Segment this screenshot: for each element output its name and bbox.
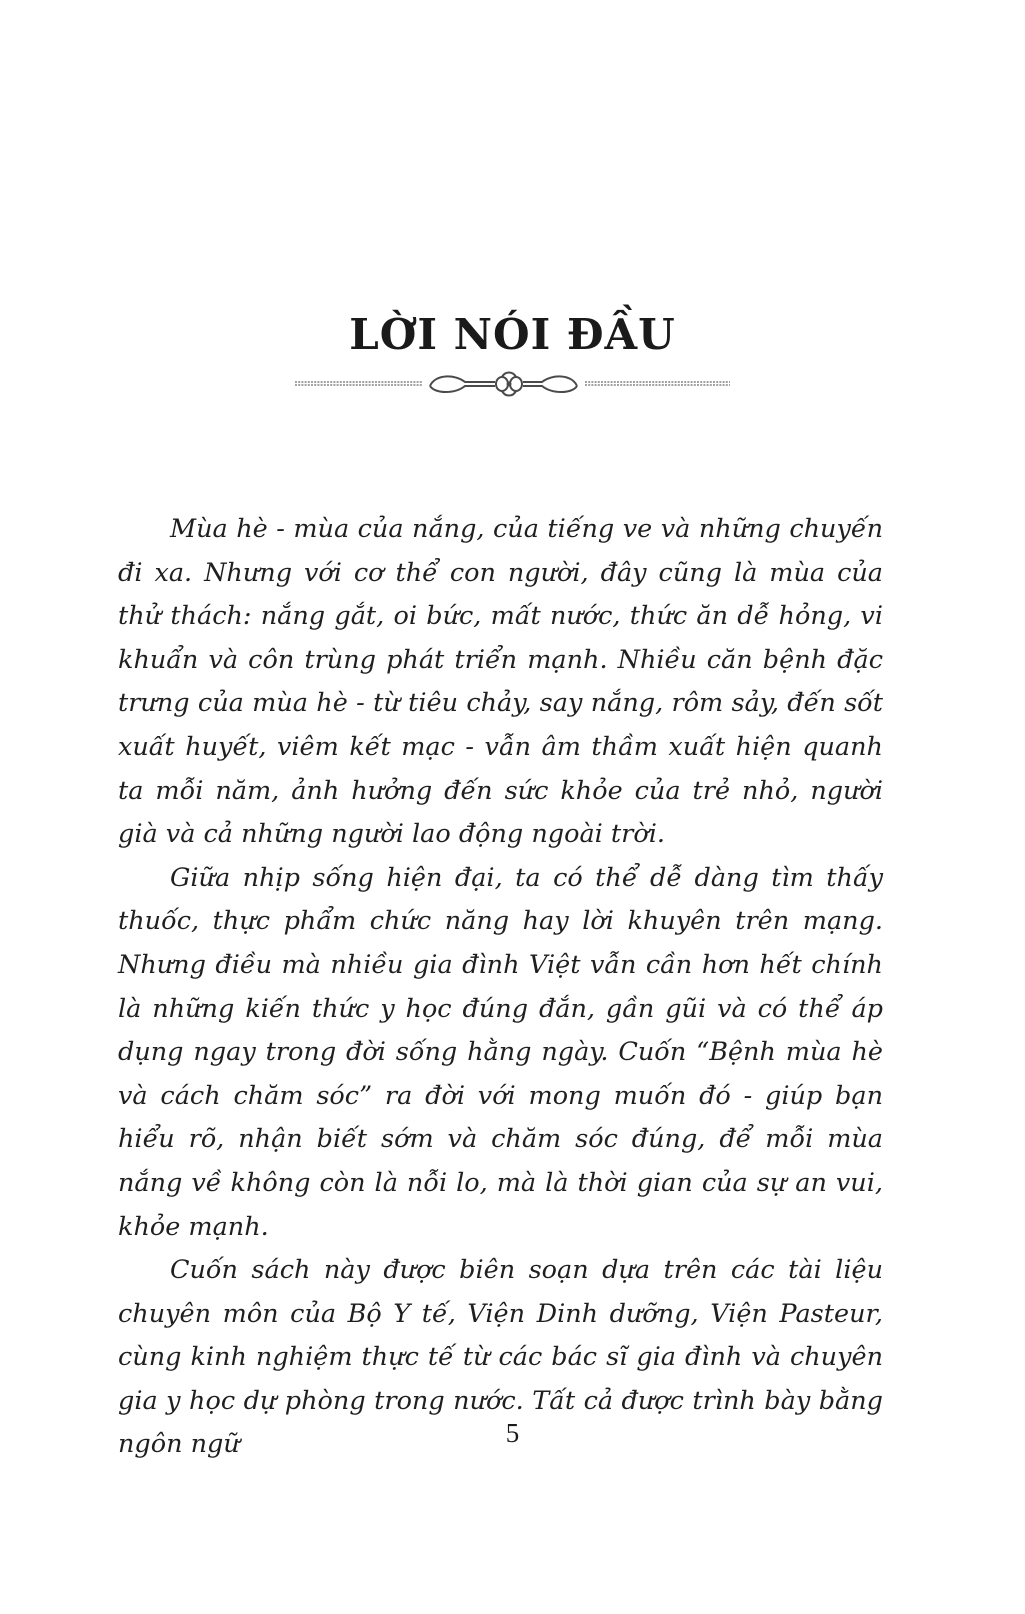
paragraph-2: Giữa nhịp sống hiện đại, ta có thể dễ dàng tìm thấy thuốc, thực phẩm chức năng hay lời khuyên trên mạng. Nhưng điều mà nhiều gia đình Việt vẫn cần hơn hết chính là những kiến thức y học đúng đắn, gần gũi và có thể áp dụng ngay trong đời sống hằng ngày. Cuốn “Bệnh mùa hè và cách chăm sóc” ra đời với mong muốn đó - giúp bạn hiểu rõ, nhận biết sớm và chăm sóc đúng, để mỗi mùa nắng về không còn là nỗi lo, mà là thời gian của sự an vui, khỏe mạnh. bbox=[118, 862, 883, 1242]
paragraph-1: Mùa hè - mùa của nắng, của tiếng ve và những chuyến đi xa. Nhưng với cơ thể con người, đây cũng là mùa của thử thách: nắng gắt, oi bức, mất nước, thức ăn dễ hỏng, vi khuẩn và côn trùng phát triển mạnh. Nhiều căn bệnh đặc trưng của mùa hè - từ tiêu chảy, say nắng, rôm sảy, đến sốt xuất huyết, viêm kết mạc - vẫn âm thầm xuất hiện quanh ta mỗi năm, ảnh hưởng đến sức khỏe của trẻ nhỏ, người già và cả những người lao động ngoài trời. bbox=[118, 514, 883, 850]
page-title: LỜI NÓI ĐẦU bbox=[349, 310, 676, 359]
page-number: 5 bbox=[505, 1418, 520, 1448]
title-divider-ornament-icon bbox=[295, 368, 730, 400]
paragraph-3: Cuốn sách này được biên soạn dựa trên các tài liệu chuyên môn của Bộ Y tế, Viện Dinh dưỡng, Viện Pasteur, cùng kinh nghiệm thực tế từ các bác sĩ gia đình và chuyên gia y học dự phòng trong nước. Tất cả được trình bày bằng ngôn ngữ bbox=[118, 1255, 883, 1460]
body-text bbox=[118, 508, 883, 1467]
